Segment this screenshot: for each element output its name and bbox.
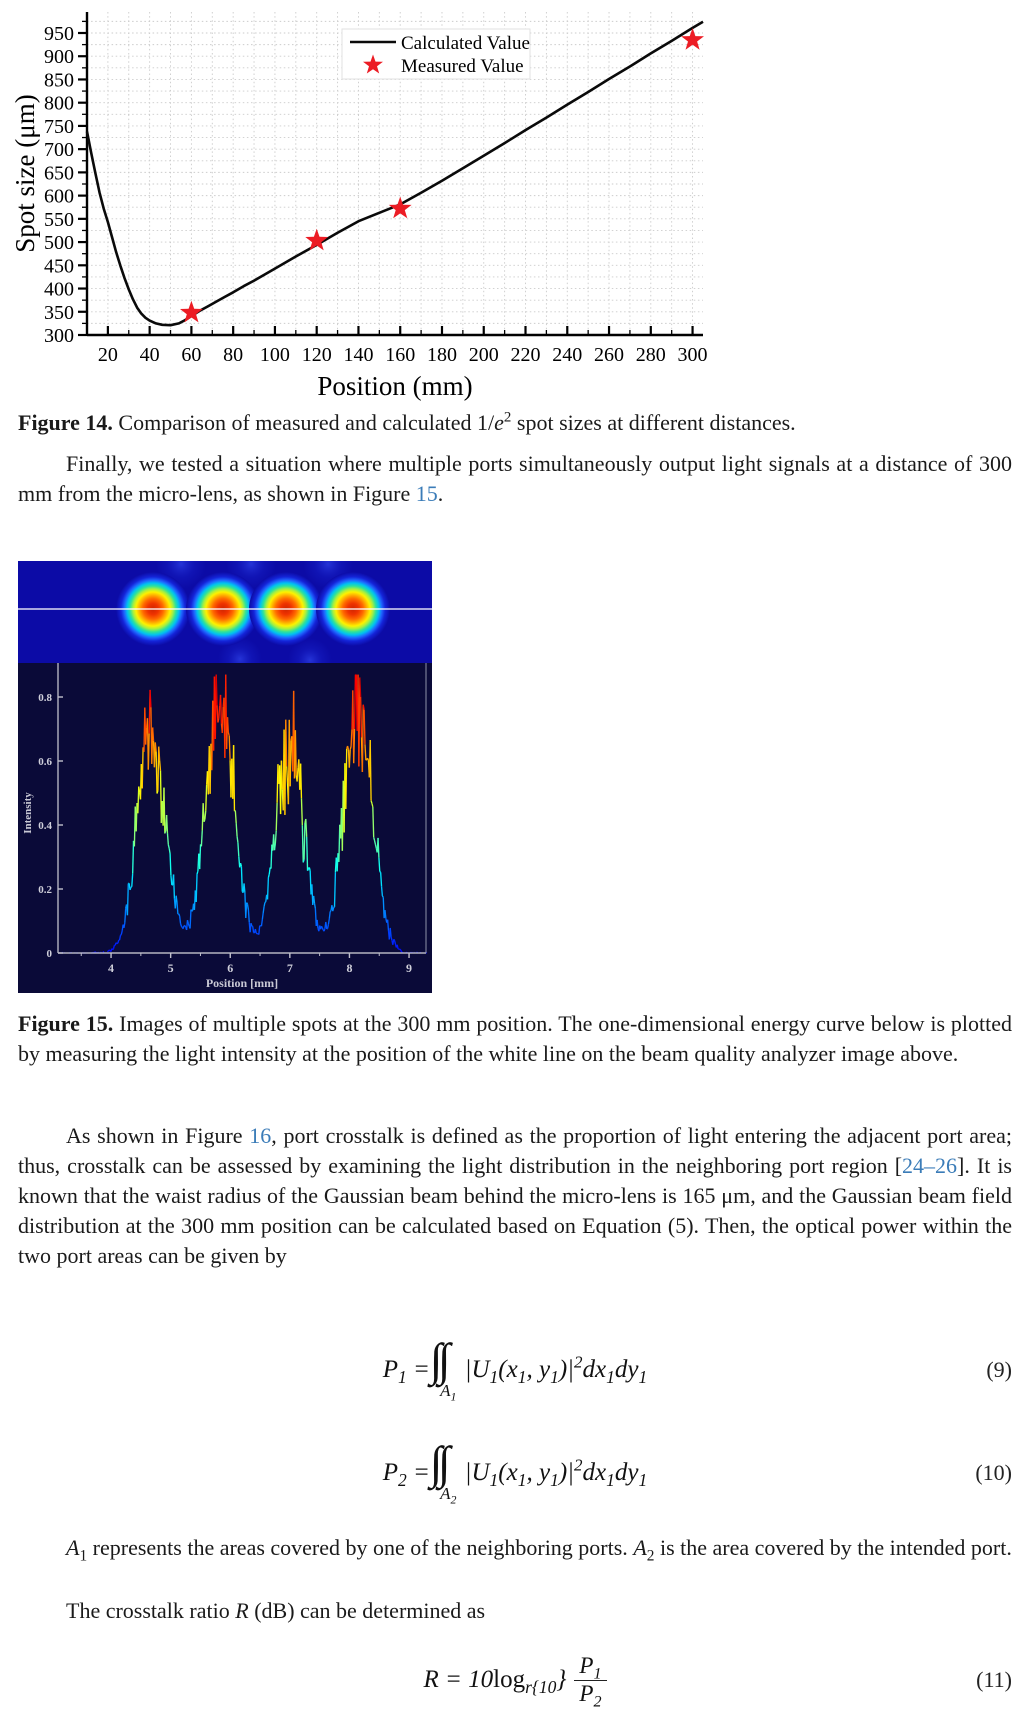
svg-text:5: 5 — [167, 961, 174, 975]
measured-star — [681, 28, 704, 50]
text-segment: ]. It is known that the waist radius of the Gaussian beam behind the micro-lens is 165 μm, and the Gaussian beam field distribution at the 300 mm position can be calculated based on Equation (5). Then, the optical power within the two port areas can be given by — [18, 1153, 1012, 1268]
svg-text:450: 450 — [44, 255, 74, 278]
text-segment: 2 — [503, 409, 512, 426]
citation-link[interactable]: 16 — [249, 1123, 272, 1148]
profile-x-axis-title: Position [mm] — [205, 976, 279, 990]
svg-text:8: 8 — [346, 961, 353, 975]
double-integral — [438, 1339, 459, 1404]
double-integral — [438, 1442, 459, 1507]
equation-number: (9) — [986, 1357, 1012, 1382]
figure14-chart — [8, 4, 714, 406]
svg-text:20: 20 — [97, 344, 118, 366]
text-segment: spot sizes at different distances. — [511, 410, 796, 435]
svg-text:100: 100 — [259, 344, 290, 366]
svg-text:0: 0 — [46, 948, 52, 960]
svg-text:0.4: 0.4 — [38, 820, 52, 832]
svg-text:0.6: 0.6 — [38, 756, 52, 768]
figure14-caption — [18, 408, 1012, 438]
svg-text:900: 900 — [44, 46, 74, 69]
svg-text:7: 7 — [286, 961, 293, 975]
svg-text:600: 600 — [44, 185, 74, 208]
text-segment: R — [235, 1598, 249, 1623]
svg-text:650: 650 — [44, 162, 74, 185]
svg-text:140: 140 — [343, 344, 374, 366]
svg-text:120: 120 — [301, 344, 332, 366]
svg-text:60: 60 — [181, 344, 202, 366]
integral-domain: $A_1$ — [440, 1380, 457, 1404]
equation-number: (10) — [975, 1460, 1012, 1485]
intensity-profile-chart — [18, 663, 432, 993]
equation-11 — [18, 1630, 1012, 1719]
paragraph-1 — [18, 449, 1012, 509]
figure15-caption — [18, 1009, 1012, 1069]
svg-text:240: 240 — [552, 344, 583, 366]
text-segment: A — [633, 1535, 647, 1560]
svg-text:750: 750 — [44, 115, 74, 138]
text-segment: . — [437, 481, 444, 506]
equation-10-formula — [382, 1442, 648, 1507]
svg-text:0.8: 0.8 — [38, 692, 52, 704]
svg-text:550: 550 — [44, 208, 74, 231]
legend-label-calculated: Calculated Value — [401, 33, 530, 54]
eq10-lhs: $P_2$ = — [382, 1458, 430, 1490]
text-segment: 2 — [646, 1547, 655, 1565]
text-segment: e — [494, 410, 504, 435]
svg-text:300: 300 — [677, 344, 708, 366]
white-measurement-line — [18, 608, 432, 610]
integral-symbol — [438, 1442, 459, 1483]
text-segment: Figure 14. — [18, 410, 113, 435]
profile-y-axis-title: Intensity — [22, 792, 34, 834]
paragraph-2 — [18, 1121, 1012, 1271]
fraction-numerator: $P_1$ — [579, 1653, 602, 1683]
legend — [342, 29, 530, 79]
svg-text:6: 6 — [227, 961, 234, 975]
citation-link[interactable]: 24–26 — [902, 1153, 958, 1178]
svg-text:160: 160 — [385, 344, 416, 366]
eq9-lhs: $P_1$ = — [382, 1355, 430, 1387]
svg-text:700: 700 — [44, 139, 74, 162]
eq11-lhs: $R = 10\log_{r\{10}$} — [423, 1666, 567, 1697]
x-axis-title: Position (mm) — [317, 371, 473, 401]
equation-11-formula — [423, 1653, 606, 1711]
legend-label-measured: Measured Value — [401, 56, 524, 77]
beam-analyzer-image — [18, 561, 432, 663]
text-segment: (dB) can be determined as — [248, 1598, 486, 1623]
svg-text:180: 180 — [426, 344, 457, 366]
text-segment: As shown in Figure — [66, 1123, 250, 1148]
svg-text:500: 500 — [44, 232, 74, 255]
integral-domain: $A_2$ — [440, 1483, 457, 1507]
text-segment: represents the areas covered by one of the neighboring ports. — [87, 1535, 634, 1560]
equation-number: (11) — [976, 1667, 1012, 1692]
y-axis-title: Spot size (μm) — [10, 94, 40, 253]
svg-text:200: 200 — [468, 344, 499, 366]
text-segment: Comparison of measured and calculated 1/ — [112, 410, 495, 435]
svg-text:220: 220 — [510, 344, 541, 366]
text-segment: 1 — [79, 1547, 88, 1565]
paragraph-3 — [18, 1533, 1012, 1563]
equation-9-formula — [382, 1339, 648, 1404]
text-segment: , port crosstalk is defined as the proportion of light entering the adjacent port area; thus, crosstalk can be assessed by examining the light distribution in the neighboring port region [ — [18, 1123, 1013, 1178]
svg-text:40: 40 — [139, 344, 160, 366]
svg-text:0.2: 0.2 — [38, 884, 52, 896]
svg-text:350: 350 — [44, 301, 74, 324]
text-segment: A — [66, 1535, 80, 1560]
svg-text:800: 800 — [44, 92, 74, 115]
citation-link[interactable]: 15 — [415, 481, 438, 506]
fraction-denominator: $P_2$ — [574, 1680, 606, 1707]
svg-text:280: 280 — [635, 344, 666, 366]
svg-text:4: 4 — [108, 961, 115, 975]
text-segment: Figure 15. — [18, 1011, 114, 1036]
svg-text:80: 80 — [223, 344, 244, 366]
svg-text:850: 850 — [44, 69, 74, 92]
svg-text:950: 950 — [44, 23, 74, 45]
fraction — [574, 1653, 606, 1711]
text-segment: is the area covered by the intended port. — [654, 1535, 1012, 1560]
text-segment: Finally, we tested a situation where multiple ports simultaneously output light signals at a distance of 300 mm from the micro-lens, as shown in Figure — [18, 451, 1012, 506]
svg-text:9: 9 — [406, 961, 413, 975]
figure15-image — [18, 561, 432, 993]
svg-text:260: 260 — [594, 344, 625, 366]
svg-text:400: 400 — [44, 278, 74, 301]
paragraph-4 — [18, 1596, 1012, 1626]
text-segment: Images of multiple spots at the 300 mm position. The one-dimensional energy curve below is plotted by measuring the light intensity at the position of the white line on the beam quality analyzer image above. — [18, 1011, 1012, 1066]
svg-text:300: 300 — [44, 325, 74, 347]
eq9-integrand: $|U_1(x_1$, $y_1)|^2dx_1dy_1$ — [464, 1352, 648, 1387]
eq10-integrand: $|U_1(x_1$, $y_1)|^2dx_1dy_1$ — [464, 1455, 648, 1490]
equation-10 — [18, 1425, 1012, 1521]
integral-symbol — [438, 1339, 459, 1380]
text-segment: The crosstalk ratio — [66, 1598, 236, 1623]
measured-star — [180, 301, 203, 323]
equation-9 — [18, 1322, 1012, 1418]
